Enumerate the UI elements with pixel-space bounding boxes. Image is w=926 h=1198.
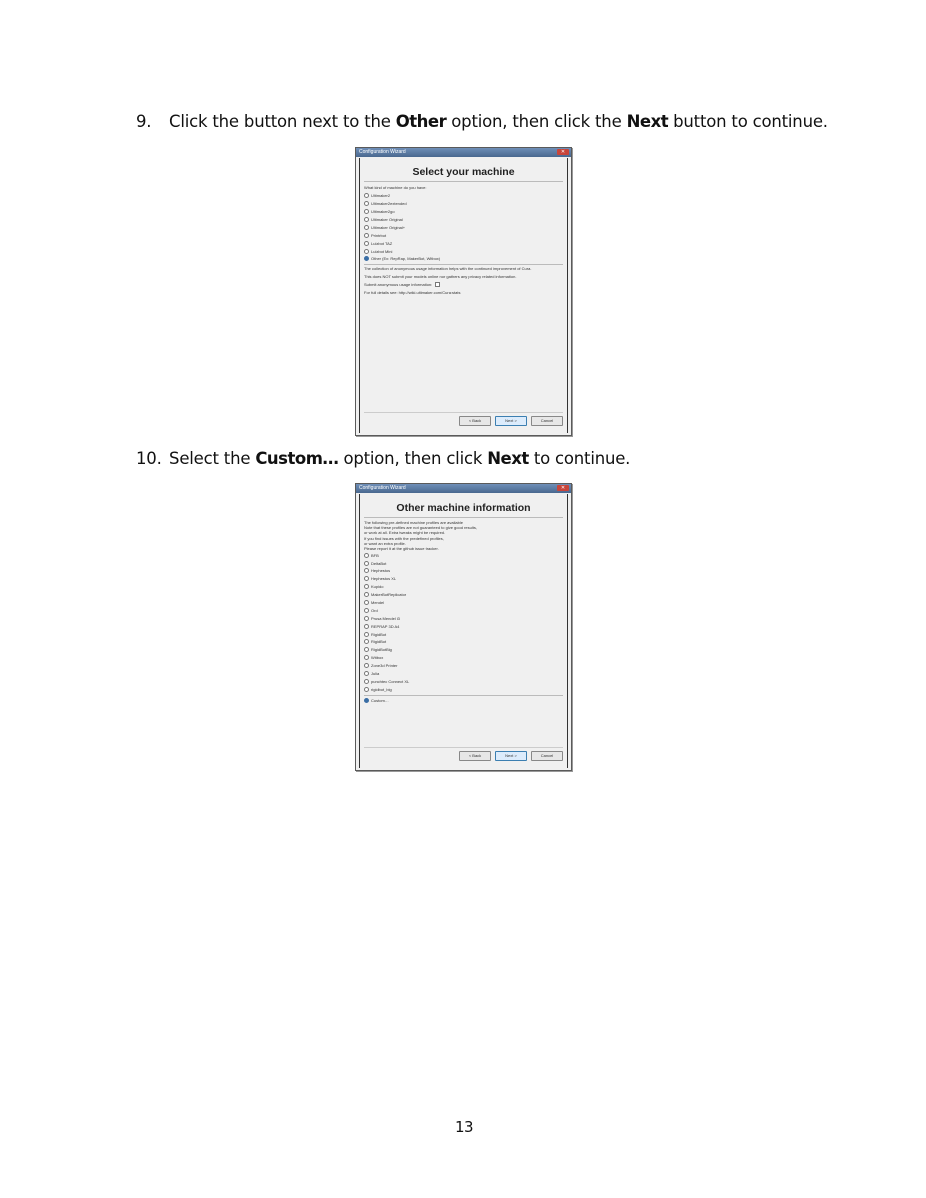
radio-option-label: RigidBotBig xyxy=(371,647,392,653)
intro-text-line: or want an extra profile. xyxy=(364,540,406,546)
radio-button[interactable] xyxy=(364,241,369,246)
radio-option-label: punchtec Connect XL xyxy=(371,678,410,684)
submit-usage-row xyxy=(360,281,567,289)
intro-text-line: If you find issues with the predefined profiles, xyxy=(364,535,444,541)
radio-option-label: Ultimaker Original+ xyxy=(371,224,406,230)
radio-option[interactable] xyxy=(360,646,567,654)
step-bold: Next xyxy=(487,449,529,468)
machine-profile-list xyxy=(360,551,567,693)
step-number: 9. xyxy=(136,112,152,131)
radio-option[interactable] xyxy=(360,567,567,575)
radio-option-label: RigidBot xyxy=(371,631,387,637)
radio-option-label: Mendel xyxy=(371,600,385,605)
radio-button[interactable] xyxy=(364,632,369,637)
step-text: to continue. xyxy=(533,449,631,468)
radio-button-selected[interactable] xyxy=(364,256,369,261)
next-button[interactable]: Next > xyxy=(495,751,527,761)
page-title: Select your machine xyxy=(412,166,515,178)
radio-option[interactable] xyxy=(360,208,567,216)
page-title: Other machine information xyxy=(396,502,531,514)
radio-option[interactable] xyxy=(360,231,567,239)
radio-option[interactable] xyxy=(360,255,567,263)
radio-button[interactable] xyxy=(364,225,369,230)
info-text: The collection of anonymous usage information helps with the continued improvement of Cura. xyxy=(364,265,532,271)
radio-option-label: Zone3d Printer xyxy=(371,663,398,669)
radio-button[interactable] xyxy=(364,201,369,206)
radio-option[interactable] xyxy=(360,606,567,614)
radio-option-label: Kupido xyxy=(371,584,384,590)
step-bold: Next xyxy=(626,112,669,131)
radio-button[interactable] xyxy=(364,687,369,692)
radio-option[interactable] xyxy=(360,551,567,559)
divider xyxy=(364,747,563,748)
radio-button[interactable] xyxy=(364,679,369,684)
radio-button[interactable] xyxy=(364,624,369,629)
back-button[interactable]: < Back xyxy=(459,416,491,426)
radio-option-label: Printrbot xyxy=(371,232,387,238)
radio-option-label: rigidbot_big xyxy=(371,686,392,692)
radio-option-label: Ultimaker Original xyxy=(371,217,403,223)
step-10-instruction xyxy=(136,449,630,468)
radio-option[interactable] xyxy=(360,685,567,693)
radio-button[interactable] xyxy=(364,655,369,660)
step-text: Click the button next to the xyxy=(169,112,391,131)
radio-option-label: Ord xyxy=(371,607,378,613)
radio-option[interactable] xyxy=(360,599,567,607)
submit-usage-checkbox[interactable] xyxy=(435,282,440,287)
radio-option[interactable] xyxy=(360,677,567,685)
intro-text-block xyxy=(360,520,567,551)
radio-button[interactable] xyxy=(364,249,369,254)
step-bold: Other xyxy=(395,112,447,131)
step-text: option, then click xyxy=(343,449,483,468)
radio-option-label: Lulzbot Mini xyxy=(371,248,393,254)
radio-button[interactable] xyxy=(364,592,369,597)
radio-button[interactable] xyxy=(364,568,369,573)
radio-button-selected[interactable] xyxy=(364,698,369,703)
radio-button[interactable] xyxy=(364,233,369,238)
radio-option-label: MakerBotReplicator xyxy=(371,592,407,598)
radio-option[interactable] xyxy=(360,622,567,630)
radio-button[interactable] xyxy=(364,553,369,558)
radio-button[interactable] xyxy=(364,584,369,589)
configuration-wizard-window-machine-select xyxy=(355,147,572,436)
radio-option[interactable] xyxy=(360,662,567,670)
intro-text-line: Note that these profiles are not guaranteed to give good results, xyxy=(364,525,477,531)
intro-text-line: or work at all. Extra tweaks might be required. xyxy=(364,530,446,536)
next-button[interactable]: Next > xyxy=(495,416,527,426)
radio-option-label: Hephestos xyxy=(371,568,391,574)
configuration-wizard-window-other-machine xyxy=(355,483,572,771)
radio-option-label: Prusa Mendel i3 xyxy=(371,615,400,621)
radio-button[interactable] xyxy=(364,663,369,668)
intro-text-line: The following pre-defined machine profiles are available xyxy=(364,520,463,525)
radio-button[interactable] xyxy=(364,639,369,644)
divider xyxy=(364,517,563,518)
machine-option-list xyxy=(360,192,567,263)
radio-button[interactable] xyxy=(364,616,369,621)
radio-option[interactable] xyxy=(360,654,567,662)
radio-option[interactable] xyxy=(360,575,567,583)
custom-option[interactable] xyxy=(360,696,567,704)
divider xyxy=(364,412,563,413)
radio-option[interactable] xyxy=(360,630,567,638)
radio-button[interactable] xyxy=(364,600,369,605)
radio-option-label: Hephestos XL xyxy=(371,576,397,582)
step-text: button to continue. xyxy=(673,112,828,131)
radio-option-label: Ultimaker2 xyxy=(371,193,391,199)
radio-option[interactable] xyxy=(360,200,567,208)
back-button[interactable]: < Back xyxy=(459,751,491,761)
radio-option-label: REPRAP 3D A4 xyxy=(371,623,400,629)
radio-option[interactable] xyxy=(360,192,567,200)
radio-button[interactable] xyxy=(364,209,369,214)
radio-option[interactable] xyxy=(360,247,567,255)
radio-button[interactable] xyxy=(364,576,369,581)
radio-option-label: Lulzbot TAZ xyxy=(371,240,393,246)
radio-option[interactable] xyxy=(360,216,567,224)
radio-option-label: DeltaBot xyxy=(371,560,387,566)
radio-button[interactable] xyxy=(364,193,369,198)
cancel-button[interactable]: Cancel xyxy=(531,416,563,426)
radio-option[interactable] xyxy=(360,638,567,646)
radio-button[interactable] xyxy=(364,217,369,222)
info-text: This does NOT submit your models online nor gathers any privacy related information. xyxy=(364,273,517,279)
radio-option[interactable] xyxy=(360,670,567,678)
window-title-bar xyxy=(356,484,571,493)
radio-button[interactable] xyxy=(364,561,369,566)
radio-button[interactable] xyxy=(364,671,369,676)
window-title-bar xyxy=(356,148,571,157)
radio-option[interactable] xyxy=(360,583,567,591)
radio-option[interactable] xyxy=(360,559,567,567)
radio-option-label: Ultimaker2go xyxy=(371,209,395,215)
window-title: Configuration Wizard xyxy=(359,485,406,491)
radio-option-label: Julia xyxy=(371,671,380,677)
radio-button[interactable] xyxy=(364,608,369,613)
step-bold: Custom… xyxy=(255,449,339,468)
radio-option-label: BFB xyxy=(371,552,379,558)
radio-option[interactable] xyxy=(360,239,567,247)
custom-option-label: Custom… xyxy=(371,697,389,703)
radio-option-label: Other (Ex: RepRap, MakerBot, Witbox) xyxy=(371,256,441,262)
intro-text-line: Please report it at the github issue tracker. xyxy=(364,546,439,552)
close-icon[interactable]: ✕ xyxy=(557,485,569,491)
radio-option[interactable] xyxy=(360,614,567,622)
step-text: option, then click the xyxy=(451,112,622,131)
details-text: For full details see: http://wiki.ultimaker.com/Cura:stats xyxy=(364,289,461,295)
step-text: Select the xyxy=(169,449,251,468)
page-number: 13 xyxy=(455,1118,474,1136)
step-number: 10. xyxy=(136,449,162,468)
radio-option-label: RigidBot xyxy=(371,639,387,645)
submit-usage-label: Submit anonymous usage information: xyxy=(364,281,433,287)
window-title: Configuration Wizard xyxy=(359,149,406,155)
divider xyxy=(364,181,563,182)
step-9-instruction xyxy=(136,112,828,131)
radio-option-label: Ultimaker2extended xyxy=(371,201,407,207)
close-icon[interactable]: ✕ xyxy=(557,149,569,155)
cancel-button[interactable]: Cancel xyxy=(531,751,563,761)
radio-option[interactable] xyxy=(360,223,567,231)
radio-button[interactable] xyxy=(364,647,369,652)
prompt-text: What kind of machine do you have: xyxy=(364,185,427,190)
radio-option[interactable] xyxy=(360,591,567,599)
radio-option-label: Witbox xyxy=(371,655,384,661)
